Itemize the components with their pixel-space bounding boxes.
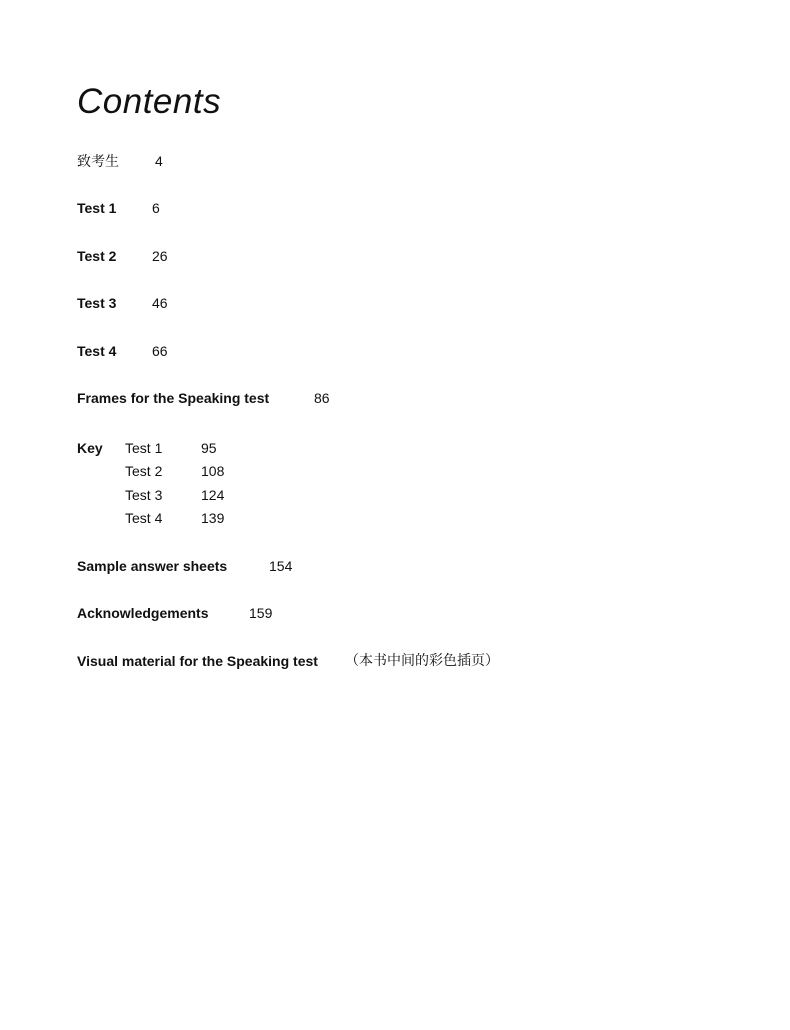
toc-entry-key: [77, 438, 103, 458]
toc-entry-test-1: [77, 198, 160, 218]
toc-entry-test-4: [77, 341, 168, 361]
toc-label: Test 2: [77, 248, 117, 264]
toc-page-number: 26: [152, 248, 168, 264]
toc-entry-test-2: [77, 246, 168, 266]
toc-page-number: 6: [152, 200, 160, 216]
toc-label: Test 1: [77, 200, 117, 216]
toc-label: Acknowledgements: [77, 605, 209, 621]
toc-page-number: 46: [152, 295, 168, 311]
key-item-test-3: [125, 485, 225, 505]
toc-page-number: 86: [314, 390, 330, 406]
key-item-label: Test 4: [125, 510, 163, 526]
toc-label: Test 3: [77, 295, 117, 311]
toc-label: Sample answer sheets: [77, 558, 228, 574]
toc-page-number: 154: [269, 558, 293, 574]
key-item-test-2: [125, 461, 225, 481]
toc-entry-sample-answer-sheets: [77, 556, 293, 576]
page-title: Contents: [77, 82, 222, 121]
key-item-page-number: 139: [201, 510, 225, 526]
toc-note: （本书中间的彩色插页）: [345, 653, 499, 669]
toc-label: Key: [77, 440, 103, 456]
toc-entry-acknowledgements: [77, 603, 273, 623]
toc-label: 致考生: [77, 154, 119, 170]
toc-entry-test-3: [77, 293, 168, 313]
key-item-page-number: 108: [201, 463, 225, 479]
toc-label: Visual material for the Speaking test: [77, 653, 318, 669]
key-item-label: Test 3: [125, 487, 163, 503]
toc-entry-visual-material: [77, 651, 499, 671]
key-item-label: Test 2: [125, 463, 163, 479]
toc-label: Test 4: [77, 343, 117, 359]
toc-page-number: 159: [249, 605, 273, 621]
key-item-test-1: [125, 438, 217, 458]
toc-page-number: 4: [155, 153, 163, 169]
toc-page-number: 66: [152, 343, 168, 359]
key-item-label: Test 1: [125, 440, 163, 456]
key-item-test-4: [125, 508, 225, 528]
toc-entry-to-candidates: [77, 151, 163, 171]
key-item-page-number: 124: [201, 487, 225, 503]
toc-label: Frames for the Speaking test: [77, 390, 270, 406]
key-item-page-number: 95: [201, 440, 217, 456]
toc-entry-speaking-frames: [77, 388, 330, 408]
